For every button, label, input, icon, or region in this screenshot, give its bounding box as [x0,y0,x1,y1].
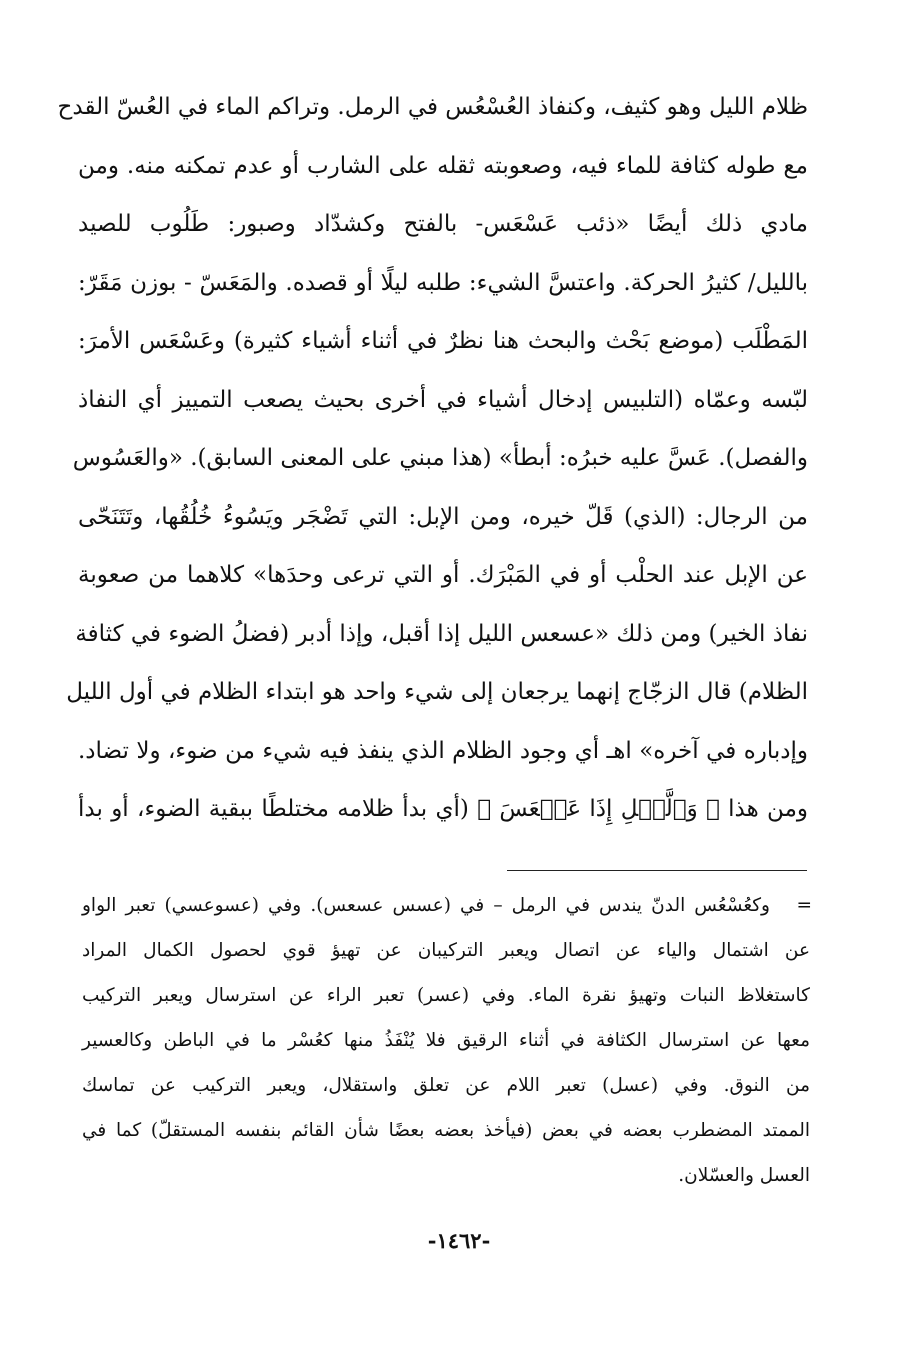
main-text-line: عن الإبل عند الحلْب أو في المَبْرَك. أو التي ترعى وحدَها» كلاهما من صعوبة [78,562,808,588]
main-text-line: من الرجال: (الذي) قَلّ خيره، ومن الإبل: التي تَضْجَر ويَسُوءُ خُلُقُها، وتَتَنَحّى [78,503,808,530]
main-text-line: لبّسه وعمّاه (التلبيس إدخال أشياء في أخرى بحيث يصعب التمييز أي النفاذ [78,386,808,413]
footnote-line: كاستغلاظ النبات وتهيؤ نقرة الماء. وفي (عسر) تعبر الراء عن استرسال ويعبر التركيب [82,985,810,1006]
footnote-line: عن اشتمال والياء عن اتصال ويعبر التركيبان عن تهيؤ قوي لحصول الكمال المراد [82,940,810,961]
main-text-line: الظلام) قال الزجّاج إنهما يرجعان إلى شيء واحد هو ابتداء الظلام في أول الليل [66,679,808,705]
footnote-line: العسل والعسّلان. [678,1165,810,1186]
main-text-line: وإدباره في آخره» اهـ أي وجود الظلام الذي ينفذ فيه شيء من ضوء، ولا تضاد. [78,737,808,764]
main-text-line: ومن هذا ﴿ وَٱلَّيۡلِ إِذَا عَسۡعَسَ ﴾ (أي بدأ ظلامه مختلطًا ببقية الضوء، أو بدأ [78,796,808,822]
main-text-line: ظلام الليل وهو كثيف، وكنفاذ العُسْعُس في الرمل. وتراكم الماء في العُسّ القدح [57,94,808,120]
footnote-line: معها عن استرسال الكثافة في أثناء الرقيق فلا يُنْفَذُ منها كعُسْر ما في الباطن وكالعسير [82,1030,810,1051]
main-text-line: والفصل). عَسَّ عليه خبرُه: أبطأ» (هذا مبني على المعنى السابق). «والعَسُوس [72,445,808,471]
continuation-mark: = [796,895,812,916]
main-text-line: المَطْلَب (موضع بَحْث والبحث هنا نظرٌ في أثناء أشياء كثيرة) وعَسْعَس الأمرَ: [78,328,808,354]
footnote-line-first [82,883,810,928]
footnote-line: من النوق. وفي (عسل) تعبر اللام عن تعلق واستقلال، ويعبر التركيب عن تماسك [82,1075,810,1096]
footnote-line: الممتد المضطرب بعضه في بعض (فيأخذ بعضه بعضًا شأن القائم بنفسه المستقلّ) كما في [82,1120,810,1141]
main-text-line: مع طوله كثافة للماء فيه، وصعوبته ثقله على الشارب أو عدم تمكنه منه. ومن [78,152,808,179]
main-text-line: مادي ذلك أيضًا «ذئب عَسْعَس- بالفتح وكشدّاد وصبور: طَلُوب للصيد [78,211,808,237]
footnote-line: وكعُسْعُس الدنّ يندس في الرمل – في (عسس عسعس). وفي (عسوعسي) تعبر الواو [82,895,770,916]
main-text-line: نفاذ الخير) ومن ذلك «عسعس الليل إذا أقبل، وإذا أدبر (فضلُ الضوء في كثافة [75,620,808,647]
page-number: -١٤٦٢- [427,1228,491,1253]
main-text-block [57,78,808,839]
footnote-separator [507,870,807,871]
footnote-block [82,883,810,1198]
main-text-line: بالليل/ كثيرُ الحركة. واعتسَّ الشيء: طلبه ليلًا أو قصده. والمَعَسّ - بوزن مَقَرّ: [78,269,808,296]
